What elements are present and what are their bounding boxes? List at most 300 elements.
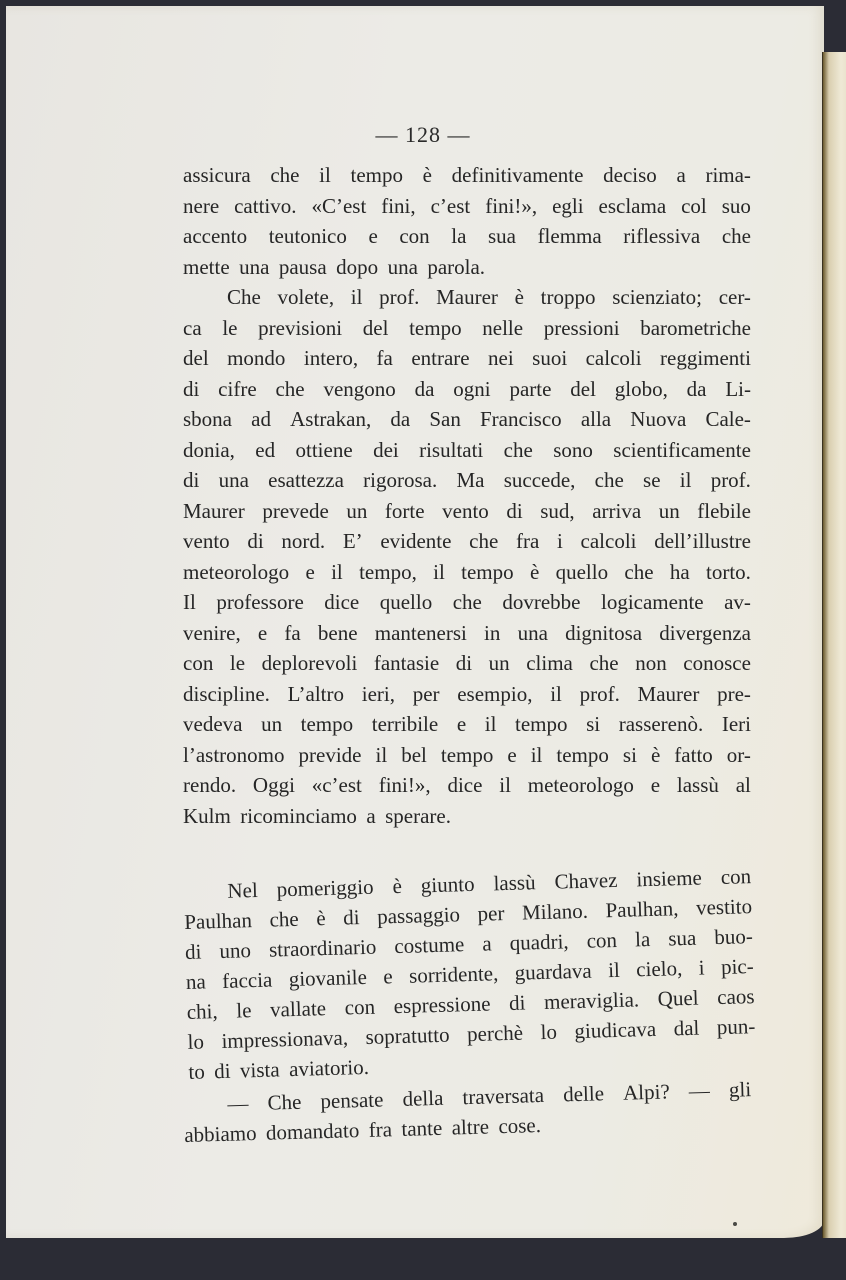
word: i (557, 529, 563, 553)
word: il (499, 773, 511, 797)
word: passaggio (376, 902, 461, 929)
word: vento (183, 529, 230, 553)
text-line (183, 282, 751, 313)
word: il (484, 712, 497, 736)
word: Alpi? (622, 1079, 671, 1105)
word: c’est (430, 193, 471, 218)
word: un (261, 712, 283, 736)
word: è (529, 559, 540, 584)
word: Maurer (436, 285, 498, 309)
word: conosce (683, 651, 751, 675)
word: giunto (420, 871, 475, 898)
word: Il (183, 590, 196, 614)
word: or- (726, 742, 751, 767)
word: vento (442, 498, 489, 523)
word: Kulm (183, 803, 231, 828)
word: che (721, 224, 751, 248)
paragraph-1 (183, 160, 751, 282)
word: meteorologo (527, 773, 634, 797)
word: logicamente (600, 590, 704, 614)
word: pomeriggio (276, 874, 374, 902)
word: scienziato; (612, 285, 702, 309)
text-line (183, 679, 751, 710)
word: fini!», (485, 193, 538, 218)
word: intero, (303, 346, 359, 370)
word: vista (239, 1057, 280, 1083)
word: le (229, 651, 246, 675)
text-line (183, 252, 751, 283)
text-line (183, 465, 751, 496)
word: cer- (718, 285, 751, 309)
word: sua (487, 224, 516, 248)
word: il (679, 468, 692, 492)
word: donia, (183, 437, 235, 462)
word: da (390, 407, 411, 431)
word: che (589, 651, 619, 675)
word: aviatorio. (288, 1054, 370, 1082)
word: nere (183, 193, 220, 218)
word: professore (216, 590, 304, 614)
word: del (183, 346, 209, 370)
word: è (650, 742, 661, 767)
word: clima (526, 651, 573, 675)
word: Chavez (554, 867, 618, 894)
word: e (257, 620, 268, 645)
word: ad (251, 407, 271, 431)
text-line (183, 709, 751, 740)
word: rima- (705, 163, 751, 187)
word: di (213, 1058, 231, 1084)
word: della (402, 1085, 444, 1111)
word: tempo (300, 712, 354, 736)
word: tempo (350, 163, 403, 187)
word: venire, (183, 620, 241, 645)
word: ha (669, 559, 690, 584)
word: divergenza (659, 620, 751, 645)
word: na (185, 969, 207, 994)
word: discipline. (183, 681, 270, 706)
word: buo- (713, 924, 754, 950)
word: to (188, 1059, 206, 1084)
word: le (222, 315, 238, 340)
word: nei (488, 346, 514, 370)
word: pensate (320, 1087, 384, 1114)
word: abbiamo (183, 1120, 257, 1147)
text-line (183, 740, 751, 771)
word: prevede (262, 498, 329, 523)
word: non (635, 651, 667, 675)
word: San (429, 407, 461, 431)
word: al (735, 773, 751, 797)
word: che (503, 437, 533, 462)
word: esempio, (457, 681, 533, 706)
word: vestito (695, 894, 753, 920)
word: un (658, 498, 680, 523)
word: una (239, 254, 270, 279)
word: di (183, 468, 200, 492)
word: tempo (461, 559, 514, 584)
word: fa (284, 620, 301, 645)
word: E’ (342, 529, 363, 553)
word: pun- (716, 1014, 756, 1040)
word: di (506, 498, 523, 523)
word: ricominciamo (240, 803, 357, 828)
word: prof. (379, 285, 420, 309)
word: con (344, 994, 376, 1020)
word: dice (447, 773, 483, 797)
word: le (235, 998, 252, 1023)
word: delle (562, 1081, 605, 1107)
word: parte (509, 376, 552, 401)
word: e (507, 742, 517, 767)
word: a (366, 803, 376, 828)
word: lassù (676, 773, 719, 797)
word: Astrakan, (290, 407, 372, 431)
word: parola. (427, 254, 486, 279)
word: forte (384, 498, 425, 523)
word: il (319, 163, 331, 187)
word: è (422, 163, 432, 187)
word: sono (553, 437, 593, 462)
word: ieri, (361, 681, 395, 706)
word: del (362, 315, 389, 340)
word: calcoli (585, 346, 642, 370)
word: tante (401, 1115, 443, 1141)
word: fini!», (378, 773, 431, 797)
word: suo (721, 193, 751, 218)
word: in (484, 620, 501, 645)
text-line (183, 618, 751, 649)
word: rigorosa. (363, 468, 438, 492)
word: nelle (482, 315, 524, 340)
word: Che (227, 285, 261, 309)
next-page-edge (822, 52, 846, 1238)
word: Nuova (630, 407, 687, 431)
word: tempo (440, 742, 494, 767)
word: il (550, 681, 562, 706)
word: Maurer (637, 681, 700, 706)
word: esattezza (268, 468, 344, 492)
word: sua (667, 925, 697, 951)
word: col (681, 193, 707, 218)
word: con (183, 651, 214, 675)
text-line (183, 557, 751, 588)
word: reggimenti (660, 346, 751, 370)
word: cielo, (635, 956, 683, 982)
word: guardava (514, 958, 593, 985)
word: assicura (183, 163, 251, 187)
word: che (624, 559, 654, 584)
word: di (455, 651, 473, 675)
word: flemma (537, 224, 602, 248)
word: caos (716, 984, 755, 1010)
word: cattivo. (234, 193, 297, 218)
word: dal (673, 1015, 700, 1041)
word: uno (219, 938, 252, 964)
word: — (688, 1078, 711, 1103)
word: un (346, 498, 368, 523)
word: av- (724, 590, 751, 614)
word: Ieri (721, 712, 751, 736)
word: si (622, 742, 637, 767)
word: di (183, 376, 200, 401)
word: una (387, 254, 418, 279)
word: lassù (493, 870, 536, 896)
word: lo (187, 1029, 205, 1054)
word: sorridente, (408, 961, 499, 988)
paper-speck (733, 1222, 737, 1226)
word: da (686, 376, 707, 401)
word: dell’illustre (654, 529, 751, 553)
word: il (350, 285, 363, 309)
word: «C’est (311, 193, 367, 218)
text-line (183, 801, 751, 832)
text-line (183, 587, 751, 618)
word: insieme (636, 865, 703, 892)
word: una (517, 620, 548, 645)
word: troppo (540, 285, 596, 309)
word: ottiene (295, 437, 353, 462)
word: costume (394, 932, 465, 959)
word: suoi (532, 346, 568, 370)
word: quello (379, 590, 433, 614)
word: e (650, 773, 661, 797)
word: previde (298, 742, 362, 767)
word: fatto (674, 742, 713, 767)
word: mette (183, 254, 230, 279)
word: ed (255, 437, 276, 462)
word: bene (317, 620, 358, 645)
word: la (634, 926, 651, 952)
word: ca (183, 315, 202, 340)
word: che (469, 529, 499, 553)
word: mondo (227, 346, 286, 370)
word: se (643, 468, 661, 492)
word: accento (183, 224, 248, 248)
word: da (414, 376, 435, 401)
word: sud, (540, 498, 575, 523)
word: deplorevoli (261, 651, 358, 675)
word: definitivamente (451, 163, 584, 187)
word: tempo, (359, 559, 417, 584)
word: è (315, 906, 326, 931)
word: traversata (462, 1082, 545, 1110)
word: sperare. (385, 803, 451, 828)
word: succede, (503, 468, 576, 492)
word: barometriche (640, 315, 751, 340)
word: dei (373, 437, 399, 462)
word: Cale- (705, 407, 751, 431)
text-line (183, 313, 751, 344)
word: perchè (466, 1020, 524, 1047)
word: torto. (706, 559, 751, 584)
word: fra (516, 529, 540, 553)
word: faccia (221, 967, 273, 993)
word: meraviglia. (543, 987, 640, 1014)
word: calcoli (580, 529, 637, 553)
word: è (514, 285, 524, 309)
word: fra (368, 1117, 393, 1142)
word: bel (401, 742, 427, 767)
word: una (218, 468, 249, 492)
word: altre (451, 1114, 490, 1140)
text-line (183, 648, 751, 679)
word: esclama (598, 193, 667, 218)
word: dice (324, 590, 360, 614)
word: giudicava (574, 1016, 657, 1044)
word: tempo (409, 315, 462, 340)
word: pre- (717, 681, 751, 706)
word: vengono (323, 376, 396, 401)
word: Oggi (252, 773, 295, 797)
word: quadri, (509, 929, 569, 955)
word: espressione (393, 991, 491, 1019)
word: che (275, 376, 305, 401)
word: Li- (725, 376, 751, 401)
word: che (270, 163, 300, 187)
word: Ma (456, 468, 485, 492)
word: che (594, 468, 624, 492)
word: Paulhan, (605, 896, 679, 923)
word: arriva (592, 498, 642, 523)
text-line (183, 526, 751, 557)
word: domandato (265, 1118, 360, 1145)
word: del (570, 376, 596, 401)
word: sopratutto (365, 1022, 450, 1049)
word: un (488, 651, 510, 675)
word: vedeva (183, 712, 243, 736)
word: Paulhan (183, 908, 253, 934)
word: il (433, 559, 445, 584)
word: con (720, 864, 752, 889)
word: l’astronomo (183, 742, 285, 767)
word: vallate (269, 996, 327, 1022)
word: fa (376, 346, 393, 370)
text-line (183, 191, 751, 222)
word: prof. (579, 681, 620, 706)
word: meteorologo (183, 559, 290, 584)
word: e (305, 559, 315, 584)
paragraph-2 (183, 282, 751, 831)
word: fantasie (373, 651, 440, 675)
word: globo, (614, 376, 668, 401)
word: previsioni (258, 315, 343, 340)
word: di (247, 529, 264, 553)
word: giovanile (288, 964, 368, 992)
word: pausa (278, 254, 327, 279)
word: rasserenò. (618, 712, 704, 736)
word: L’altro (287, 681, 345, 706)
word: entrare (411, 346, 470, 370)
word: evidente (380, 529, 452, 553)
word: egli (552, 193, 584, 218)
text-line (183, 160, 751, 191)
word: straordinario (268, 934, 377, 962)
word: prof. (710, 468, 751, 492)
word: ogni (453, 376, 491, 401)
text-line (183, 496, 751, 527)
word: dopo (336, 254, 379, 279)
word: teutonico (268, 224, 347, 248)
word: dovrebbe (502, 590, 581, 614)
word: pic- (720, 954, 754, 980)
word: pressioni (543, 315, 620, 340)
word: di (184, 939, 202, 964)
word: è (392, 873, 403, 899)
word: che (269, 906, 299, 932)
text-line (183, 221, 751, 252)
page-number: — 128 — (375, 122, 471, 147)
text-line (183, 770, 751, 801)
text-line (183, 435, 751, 466)
word: dignitosa (565, 620, 643, 645)
word: fini, (381, 193, 416, 218)
word: Maurer (183, 498, 245, 523)
word: Nel (227, 877, 259, 903)
word: volete, (277, 285, 335, 309)
text-line (183, 374, 751, 405)
word: impressionava, (221, 1025, 349, 1053)
word: cose. (498, 1113, 542, 1139)
word: sbona (183, 407, 232, 431)
word: la (451, 224, 467, 248)
word: «c’est (311, 773, 362, 797)
word: chi, (186, 999, 218, 1024)
word: Quel (657, 985, 699, 1011)
word: lo (540, 1019, 558, 1045)
word: per (412, 681, 440, 706)
word: nord. (281, 529, 326, 553)
word: per (477, 901, 505, 926)
word: scientificamente (613, 437, 751, 462)
word: il (607, 957, 621, 983)
word: con (399, 224, 430, 248)
paragraph-3 (183, 861, 757, 1087)
word: con (586, 927, 618, 953)
word: Francisco (480, 407, 562, 431)
word: flebile (697, 498, 751, 523)
text-line (183, 404, 751, 435)
word: di (342, 905, 360, 930)
word: riflessiva (623, 224, 701, 248)
word: e (456, 712, 467, 736)
word: mantenersi (374, 620, 467, 645)
word: tempo (515, 712, 568, 736)
word: a (482, 931, 493, 956)
word: alla (580, 407, 612, 431)
word: e (382, 964, 393, 989)
word: di (508, 990, 526, 1015)
word: il (375, 742, 388, 767)
word: Milano. (521, 898, 589, 925)
word: rendo. (183, 773, 237, 797)
word: i (698, 955, 705, 980)
word: a (676, 163, 686, 187)
word: che (452, 590, 482, 614)
word: tempo (556, 742, 609, 767)
word: e (368, 224, 378, 248)
word: si (586, 712, 601, 736)
word: deciso (603, 163, 657, 187)
word: cifre (218, 376, 257, 401)
word: gli (728, 1077, 752, 1102)
word: — (227, 1091, 249, 1116)
word: risultati (419, 437, 484, 462)
word: quello (555, 559, 609, 584)
word: terribile (371, 712, 439, 736)
word: il (530, 742, 543, 767)
word: il (331, 559, 343, 584)
